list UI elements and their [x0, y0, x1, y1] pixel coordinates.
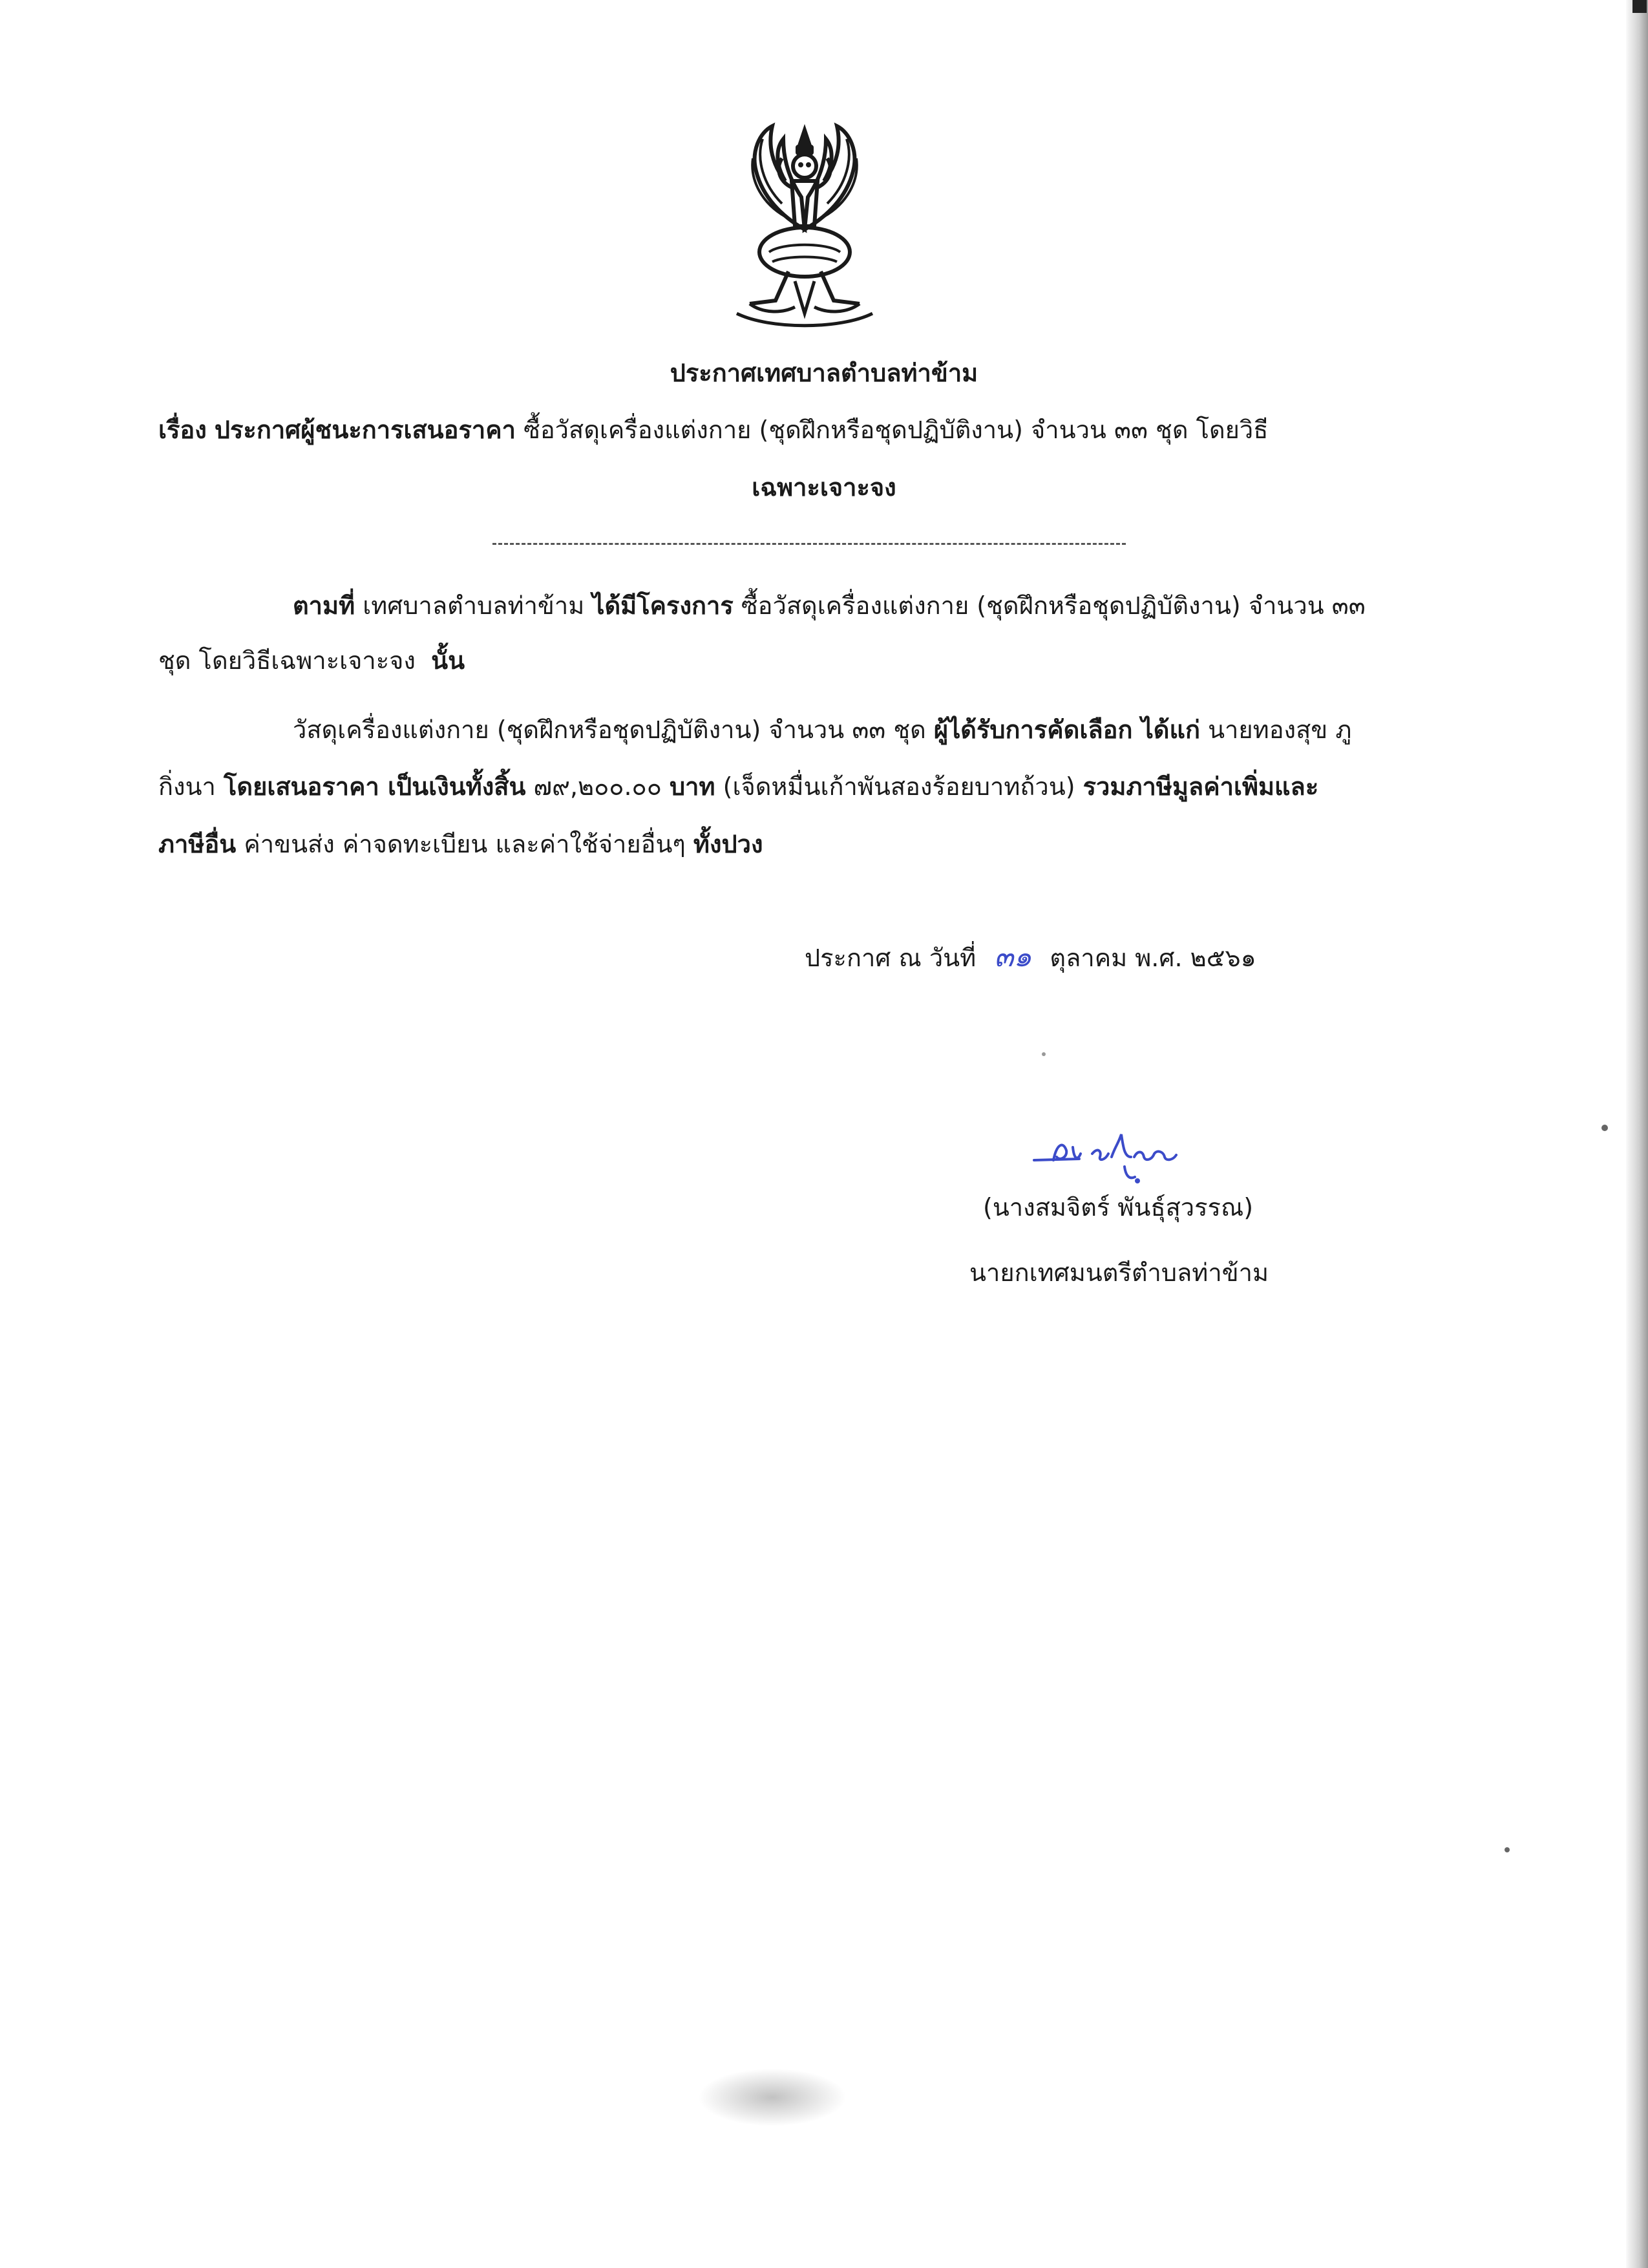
scan-dust [1601, 1125, 1608, 1131]
p1-lead: ตามที่ [293, 591, 355, 620]
p2-line2-e: รวมภาษีมูลค่าเพิ่มและ [1083, 772, 1319, 801]
p2-line3-c: ทั้งปวง [693, 830, 763, 858]
handwritten-day: ๓๑ [994, 940, 1032, 973]
subject-continuation: เฉพาะเจาะจง [752, 473, 896, 502]
p1-org: เทศบาลตำบลท่าข้าม [363, 591, 585, 620]
p2-a: วัสดุเครื่องแต่งกาย (ชุดฝึกหรือชุดปฏิบัติงาน) จำนวน ๓๓ ชุด [293, 715, 926, 744]
paragraph-1-line-2 [158, 648, 465, 673]
p1-line2-a: ชุด โดยวิธีเฉพาะเจาะจง [158, 646, 416, 675]
subject-label: เรื่อง [158, 416, 207, 444]
p2-line3-b: ค่าขนส่ง ค่าจดทะเบียน และค่าใช้จ่ายอื่นๆ [244, 830, 686, 858]
paragraph-1-line-1 [293, 593, 1366, 618]
p1-line2-b: นั้น [431, 646, 465, 675]
p1-mid: ได้มีโครงการ [592, 591, 734, 620]
signatory-name-text: (นางสมจิตร์ พันธุ์สุวรรณ) [983, 1193, 1254, 1222]
announcement-title [0, 361, 1648, 385]
subject-rest: ซื้อวัสดุเครื่องแต่งกาย (ชุดฝึกหรือชุดปฏิบัติงาน) จำนวน ๓๓ ชุด โดยวิธี [523, 416, 1269, 444]
dateline-month-year: ตุลาคม พ.ศ. ๒๕๖๑ [1050, 944, 1256, 972]
p2-line2-amount: ๗๙,๒๐๐.๐๐ [533, 772, 662, 801]
paragraph-2-line-2 [158, 774, 1318, 799]
handwritten-signature [1028, 1121, 1234, 1192]
p2-line2-b: โดยเสนอราคา เป็นเงินทั้งสิ้น [223, 772, 526, 801]
scan-edge [1626, 0, 1648, 2268]
p2-line2-a: กิ่งนา [158, 772, 216, 801]
subject-line-1 [158, 418, 1268, 442]
scan-dust [1042, 1052, 1046, 1056]
p2-line2-d: (เจ็ดหมื่นเก้าพันสองร้อยบาทถ้วน) [723, 772, 1075, 801]
divider-line [492, 543, 1126, 545]
p2-line2-c: บาท [670, 772, 715, 801]
dateline-prefix: ประกาศ ณ วันที่ [805, 944, 977, 972]
paragraph-2-line-3 [158, 832, 763, 856]
signatory-name [983, 1195, 1253, 1220]
signatory-position-text: นายกเทศมนตรีตำบลท่าข้าม [969, 1258, 1269, 1287]
dateline [805, 940, 1256, 973]
scan-speck [1632, 0, 1647, 13]
p2-b: ผู้ได้รับการคัดเลือก ได้แก่ [933, 715, 1200, 744]
paragraph-2-line-1 [293, 717, 1351, 742]
p1-rest: ซื้อวัสดุเครื่องแต่งกาย (ชุดฝึกหรือชุดปฏิบัติงาน) จำนวน ๓๓ [741, 591, 1366, 620]
scan-dust [1505, 1847, 1510, 1852]
garuda-emblem-icon [711, 120, 898, 333]
subject-line-2 [0, 475, 1648, 500]
title-text: ประกาศเทศบาลตำบลท่าข้าม [670, 359, 978, 387]
signatory-position [969, 1260, 1269, 1285]
subject-bold: ประกาศผู้ชนะการเสนอราคา [214, 416, 516, 444]
p2-line3-a: ภาษีอื่น [158, 830, 237, 858]
p2-c: นายทองสุข ภู [1208, 715, 1352, 744]
scan-smudge [698, 2068, 847, 2126]
